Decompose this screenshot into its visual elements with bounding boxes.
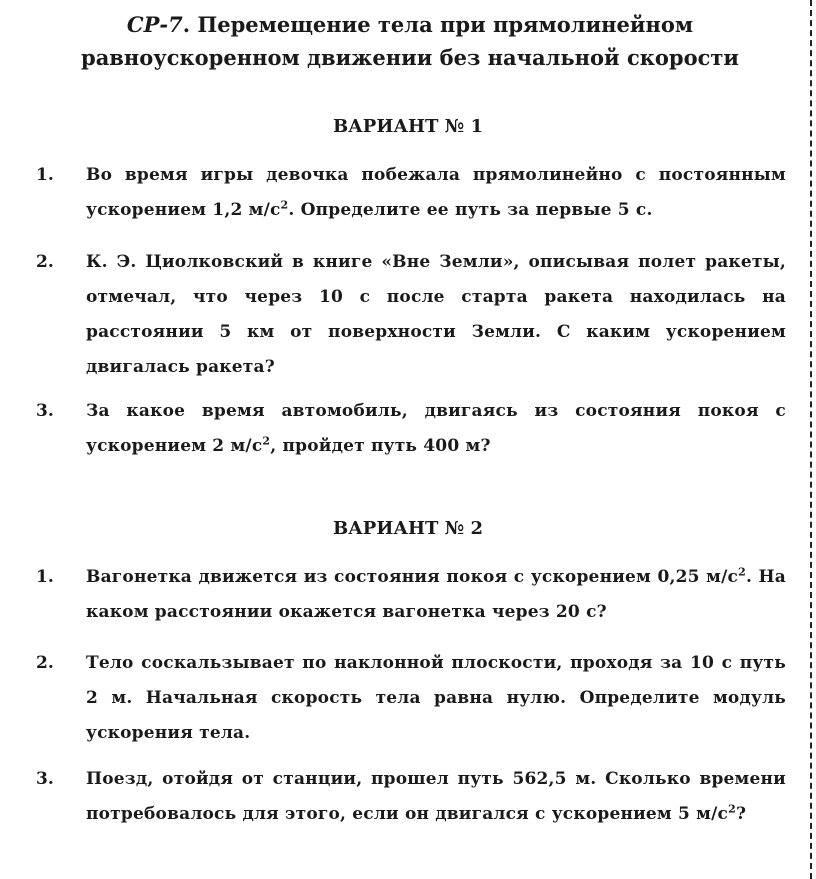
- variant-1-heading: ВАРИАНТ № 1: [332, 116, 484, 137]
- problem-text: Поезд, отойдя от станции, прошел путь 562,5 м. Сколько времени потребовалось для этого, если он двигался с ускорением 5 $м/с^2$?: [86, 769, 786, 824]
- problem-number: 2.: [36, 653, 54, 673]
- variant-2-heading: ВАРИАНТ № 2: [332, 518, 484, 539]
- problem-v1-3: [36, 394, 786, 464]
- problem-v1-2: [36, 245, 786, 385]
- problem-text: Во время игры девочка побежала прямолинейно с постоянным ускорением 1,2 $м/с^2$. Определите ее путь за первые 5 с.: [86, 165, 786, 220]
- title-line-2: равноускоренном движении без начальной скорости: [81, 45, 739, 70]
- problem-number: 1.: [36, 567, 54, 587]
- problem-number: 2.: [36, 252, 54, 272]
- problem-v2-3: [36, 762, 786, 832]
- problem-text: Тело соскальзывает по наклонной плоскости, проходя за 10 с путь 2 м. Начальная скорость тела равна нулю. Определите модуль ускорения тела.: [86, 653, 786, 743]
- problem-v2-1: [36, 560, 786, 630]
- problem-text: За какое время автомобиль, двигаясь из состояния покоя с ускорением 2 $м/с^2$, пройдет путь 400 м?: [86, 401, 786, 456]
- problem-number: 3.: [36, 401, 54, 421]
- title-line-1: . Перемещение тела при прямолинейном: [182, 12, 694, 37]
- problem-text: Вагонетка движется из состояния покоя с ускорением 0,25 $м/с^2$. На каком расстоянии окажется вагонетка через 20 с?: [86, 565, 786, 622]
- worksheet-code: СР-7: [126, 12, 183, 37]
- worksheet-title: [60, 8, 760, 74]
- problem-number: 3.: [36, 769, 54, 789]
- problem-v2-2: [36, 646, 786, 751]
- problem-text: К. Э. Циолковский в книге «Вне Земли», описывая полет ракеты, отмечал, что через 10 с после старта ракета находилась на расстоянии 5 км от поверхности Земли. С каким ускорением двигалась ракета?: [86, 252, 786, 377]
- problem-number: 1.: [36, 165, 54, 185]
- problem-v1-1: [36, 158, 786, 228]
